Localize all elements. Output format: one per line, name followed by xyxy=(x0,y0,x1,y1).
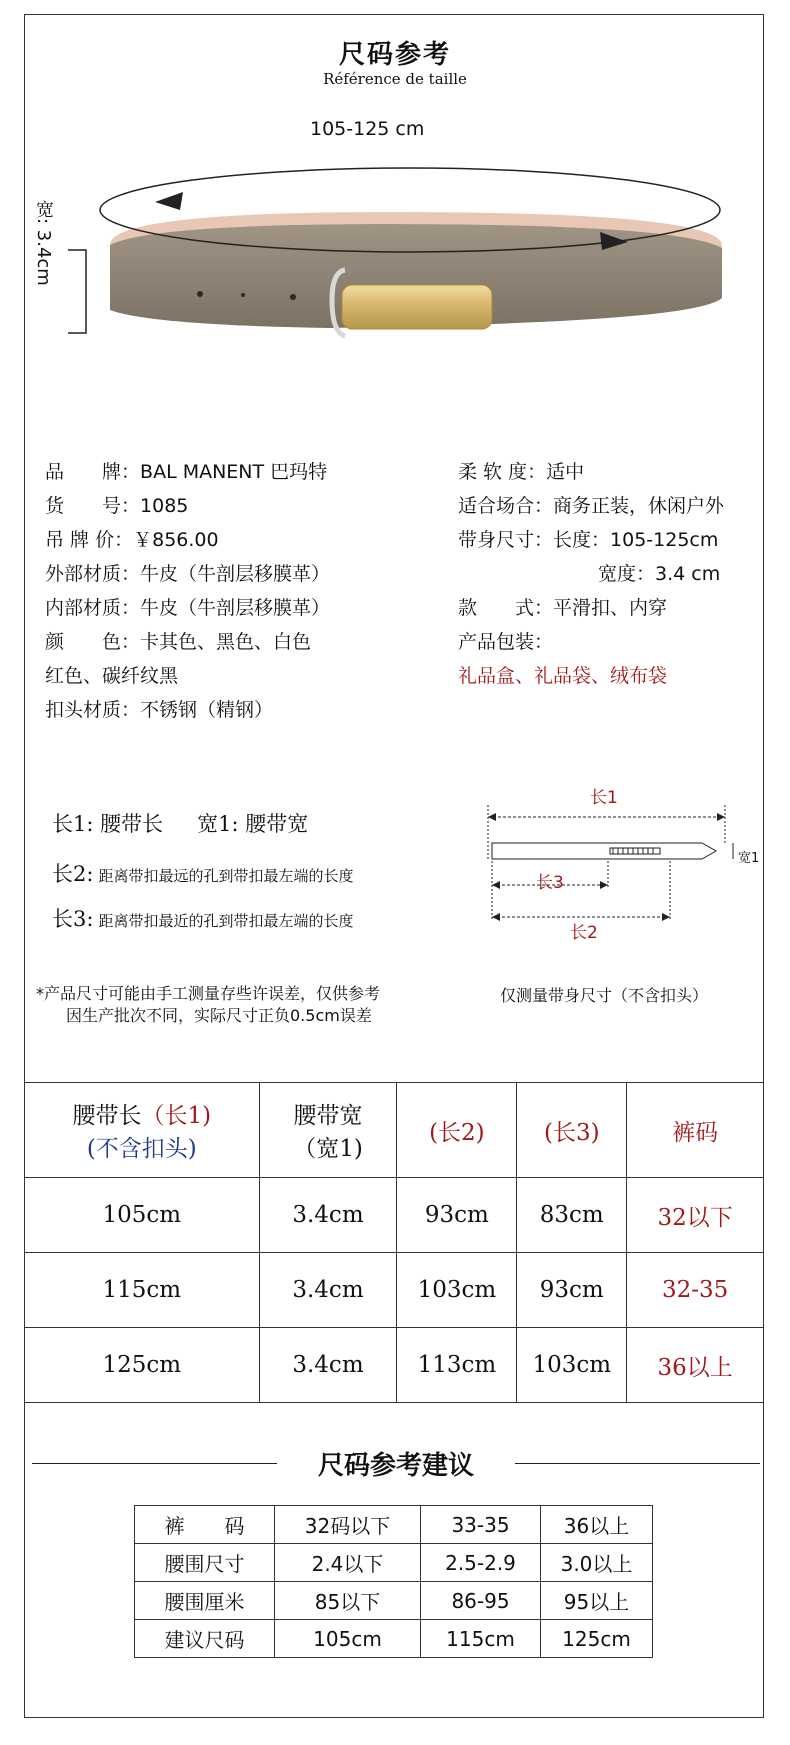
specs-right xyxy=(458,455,724,693)
divider xyxy=(515,1463,760,1464)
definition-l1-w1: 长1: 腰带长 宽1: 腰带宽 xyxy=(52,812,309,836)
table-cell: 115cm xyxy=(25,1253,260,1328)
l1-label: 长1 xyxy=(590,788,618,808)
page-subtitle: Référence de taille xyxy=(323,70,467,88)
width-bracket xyxy=(68,250,86,333)
header-cell: 腰带宽 （宽1) xyxy=(259,1083,397,1178)
spec-row: 吊 牌 价：￥856.00 xyxy=(45,529,219,551)
table-cell: 36以上 xyxy=(627,1328,764,1403)
arrow-head-icon xyxy=(492,881,500,889)
table-cell: 103cm xyxy=(517,1328,627,1403)
belt-length-label: 105-125 cm xyxy=(310,118,425,140)
spec-row: 产品包装： xyxy=(458,631,554,653)
size-table xyxy=(24,1082,764,1403)
spec-row: 扣头材质：不锈钢（精钢） xyxy=(45,699,274,721)
spec-row: 宽度：3.4 cm xyxy=(598,563,721,585)
definition-l2: 长2: 距离带扣最远的孔到带扣最左端的长度 xyxy=(52,862,354,886)
table-cell: 腰围厘米 xyxy=(135,1582,275,1620)
table-cell: 腰围尺寸 xyxy=(135,1544,275,1582)
spec-row: 适合场合：商务正装，休闲户外 xyxy=(458,495,725,517)
arrow-head-icon xyxy=(155,192,183,210)
spec-row: 柔 软 度：适中 xyxy=(458,461,585,483)
table-row xyxy=(25,1328,764,1403)
packaging: 礼品盒、礼品袋、绒布袋 xyxy=(458,665,668,687)
table-cell: 2.5-2.9 xyxy=(421,1544,541,1582)
belt-outline xyxy=(492,843,716,859)
header-cell: (长3) xyxy=(517,1083,627,1178)
belt-hole xyxy=(241,293,245,297)
header-cell: 裤码 xyxy=(627,1083,764,1178)
table-cell: 93cm xyxy=(517,1253,627,1328)
buckle-plate xyxy=(342,285,492,329)
table-cell: 3.4cm xyxy=(259,1253,397,1328)
spec-row: 货 号：1085 xyxy=(45,495,189,517)
page-title: 尺码参考 xyxy=(338,40,451,70)
header-cell: 腰带长（长1) (不含扣头) xyxy=(25,1083,260,1178)
arrow-head-icon xyxy=(717,813,725,821)
belt-hole xyxy=(290,294,296,300)
advice-table xyxy=(134,1505,653,1658)
spec-row: 外部材质：牛皮（牛剖层移膜革） xyxy=(45,563,331,585)
arrow-head-icon xyxy=(600,881,608,889)
dimension-diagram xyxy=(480,785,770,945)
table-row xyxy=(135,1506,653,1544)
spec-row: 内部材质：牛皮（牛剖层移膜革） xyxy=(45,597,331,619)
table-cell: 32-35 xyxy=(627,1253,764,1328)
spec-row: 品 牌：BAL MANENT 巴玛特 xyxy=(45,461,328,483)
table-cell: 建议尺码 xyxy=(135,1620,275,1658)
table-cell: 83cm xyxy=(517,1178,627,1253)
table-row xyxy=(25,1178,764,1253)
w1-label: 宽1 xyxy=(738,851,760,866)
table-cell: 86-95 xyxy=(421,1582,541,1620)
header-cell: (长2) xyxy=(397,1083,517,1178)
l3-label: 长3 xyxy=(536,873,564,893)
arrow-head-icon xyxy=(662,913,670,921)
belt-hole xyxy=(197,291,203,297)
belt-width-label: 宽: 3.4cm xyxy=(33,200,54,286)
measure-note: 仅测量带身尺寸（不含扣头） xyxy=(500,986,709,1005)
table-cell: 85以下 xyxy=(275,1582,421,1620)
table-cell: 93cm xyxy=(397,1178,517,1253)
advice-title: 尺码参考建议 xyxy=(317,1451,474,1481)
table-cell: 32以下 xyxy=(627,1178,764,1253)
table-row xyxy=(135,1544,653,1582)
disclaimer-note: *产品尺寸可能由手工测量存些许误差，仅供参考 因生产批次不同，实际尺寸正负0.5cm误差 xyxy=(36,984,381,1025)
table-cell: 95以上 xyxy=(541,1582,653,1620)
table-cell: 125cm xyxy=(25,1328,260,1403)
table-cell: 36以上 xyxy=(541,1506,653,1544)
spec-row: 带身尺寸：长度：105-125cm xyxy=(458,529,719,551)
belt-illustration xyxy=(0,150,790,380)
table-cell: 33-35 xyxy=(421,1506,541,1544)
definition-l3: 长3: 距离带扣最近的孔到带扣最左端的长度 xyxy=(52,907,354,931)
spec-row: 颜 色：卡其色、黑色、白色 xyxy=(45,631,312,653)
specs-left xyxy=(45,455,330,727)
table-cell: 3.0以上 xyxy=(541,1544,653,1582)
table-cell: 2.4以下 xyxy=(275,1544,421,1582)
arrow-head-icon xyxy=(488,813,496,821)
arrow-head-icon xyxy=(492,913,500,921)
table-cell: 3.4cm xyxy=(259,1178,397,1253)
table-cell: 125cm xyxy=(541,1620,653,1658)
table-row xyxy=(135,1582,653,1620)
l2-label: 长2 xyxy=(570,923,598,943)
spec-row: 红色、碳纤纹黑 xyxy=(45,665,179,687)
table-cell: 113cm xyxy=(397,1328,517,1403)
spec-row: 款 式：平滑扣、内穿 xyxy=(458,597,668,619)
table-cell: 裤 码 xyxy=(135,1506,275,1544)
table-cell: 3.4cm xyxy=(259,1328,397,1403)
table-cell: 32码以下 xyxy=(275,1506,421,1544)
table-cell: 105cm xyxy=(275,1620,421,1658)
table-row xyxy=(135,1620,653,1658)
divider xyxy=(32,1463,277,1464)
table-cell: 105cm xyxy=(25,1178,260,1253)
table-row xyxy=(25,1253,764,1328)
size-table-header xyxy=(25,1083,764,1178)
table-cell: 115cm xyxy=(421,1620,541,1658)
table-cell: 103cm xyxy=(397,1253,517,1328)
